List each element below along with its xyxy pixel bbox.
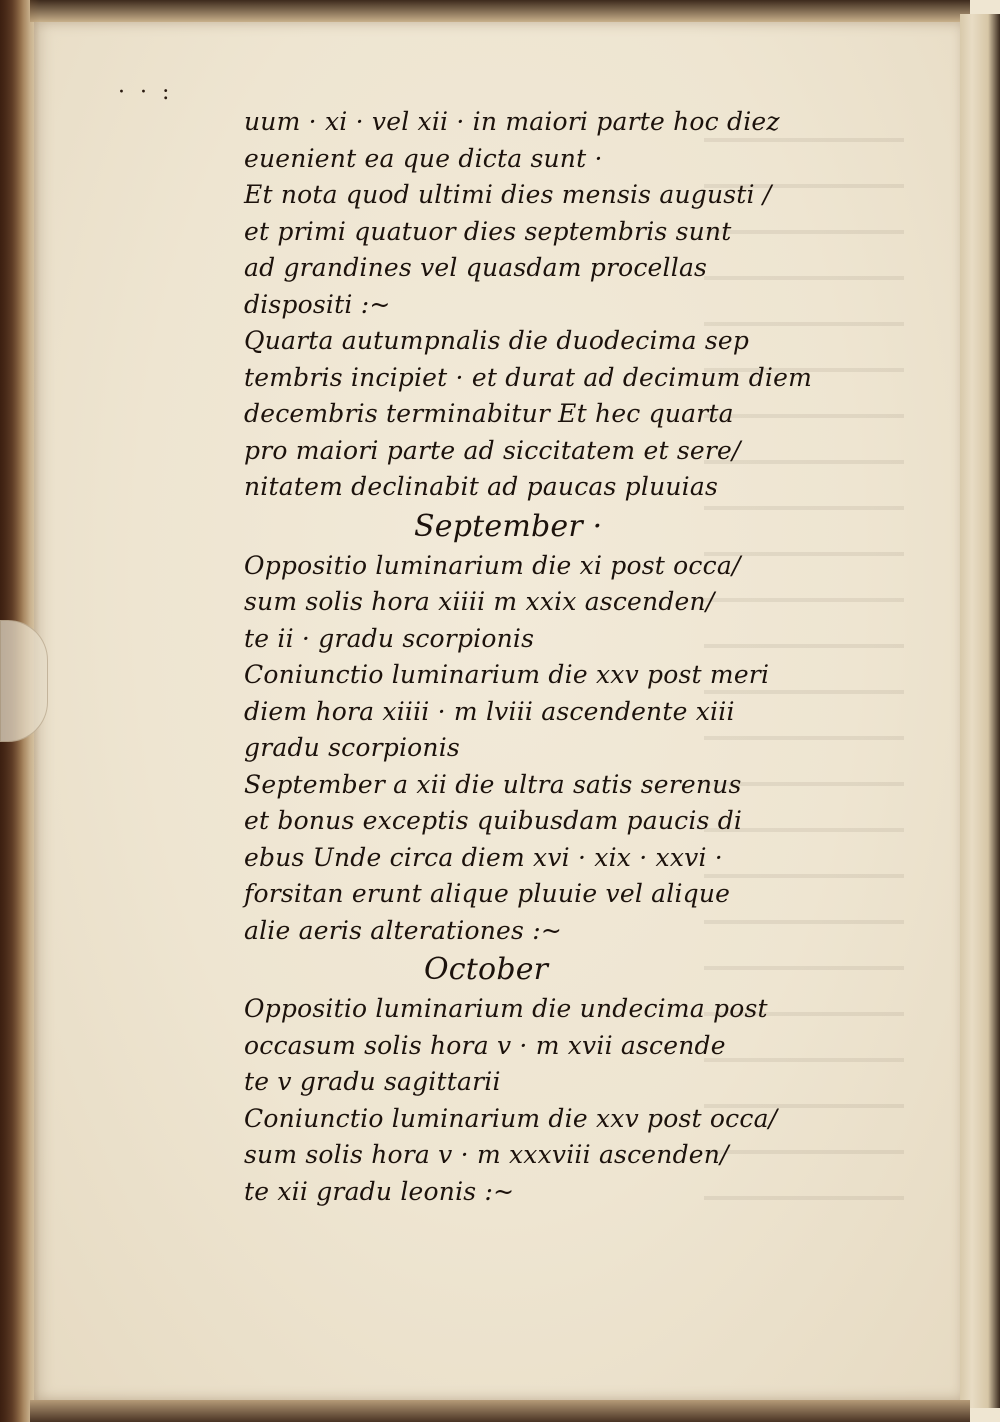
text-line: uum · xi · vel xii · in maiori parte hoc diez xyxy=(244,107,780,136)
corner-mark: · · : xyxy=(118,80,174,105)
text-line: sum solis hora v · m xxxviii ascenden/ xyxy=(244,1140,729,1169)
text-line: occasum solis hora v · m xvii ascende xyxy=(244,1030,726,1060)
manuscript-text xyxy=(244,104,884,1210)
text-line: alie aeris alterationes :~ xyxy=(244,915,562,945)
text-line: Et nota quod ultimi dies mensis augusti / xyxy=(244,180,772,209)
text-line: gradu scorpionis xyxy=(244,733,460,762)
text-line: Coniunctio luminarium die xxv post occa/ xyxy=(244,1103,778,1133)
text-line: tembris incipiet · et durat ad decimum diem xyxy=(244,362,812,392)
heading-september: September · xyxy=(414,508,603,544)
text-line: Coniunctio luminarium die xxv post meri xyxy=(244,660,770,689)
text-line: euenient ea que dicta sunt · xyxy=(244,143,603,173)
text-line: dispositi :~ xyxy=(244,289,391,319)
text-line: diem hora xiiii · m lviii ascendente xiii xyxy=(244,696,735,726)
page-bottom-edge xyxy=(30,1400,970,1422)
heading-october: October xyxy=(424,952,549,987)
text-line: sum solis hora xiiii m xxix ascenden/ xyxy=(244,587,715,616)
facing-page-edge xyxy=(960,14,1000,1408)
text-line: forsitan erunt alique pluuie vel alique xyxy=(244,879,731,908)
text-line: pro maiori parte ad siccitatem et sere/ xyxy=(244,435,741,465)
text-line: te ii · gradu scorpionis xyxy=(244,623,535,653)
text-line: Quarta autumpnalis die duodecima sep xyxy=(244,326,750,355)
page-top-edge xyxy=(30,0,970,22)
page-tab-marker xyxy=(0,620,48,742)
text-line: et bonus exceptis quibusdam paucis di xyxy=(244,806,743,835)
text-line: Oppositio luminarium die undecima post xyxy=(244,994,768,1023)
text-line: et primi quatuor dies septembris sunt xyxy=(244,216,732,246)
text-line: Oppositio luminarium die xi post occa/ xyxy=(244,550,741,580)
text-line: decembris terminabitur Et hec quarta xyxy=(244,399,734,428)
text-line: ad grandines vel quasdam procellas xyxy=(244,253,708,282)
text-line: ebus Unde circa diem xvi · xix · xxvi · xyxy=(244,842,723,872)
text-line: September a xii die ultra satis serenus xyxy=(244,769,742,799)
text-line: te v gradu sagittarii xyxy=(244,1067,501,1096)
text-line: nitatem declinabit ad paucas pluuias xyxy=(244,472,719,501)
text-line: te xii gradu leonis :~ xyxy=(244,1176,515,1206)
